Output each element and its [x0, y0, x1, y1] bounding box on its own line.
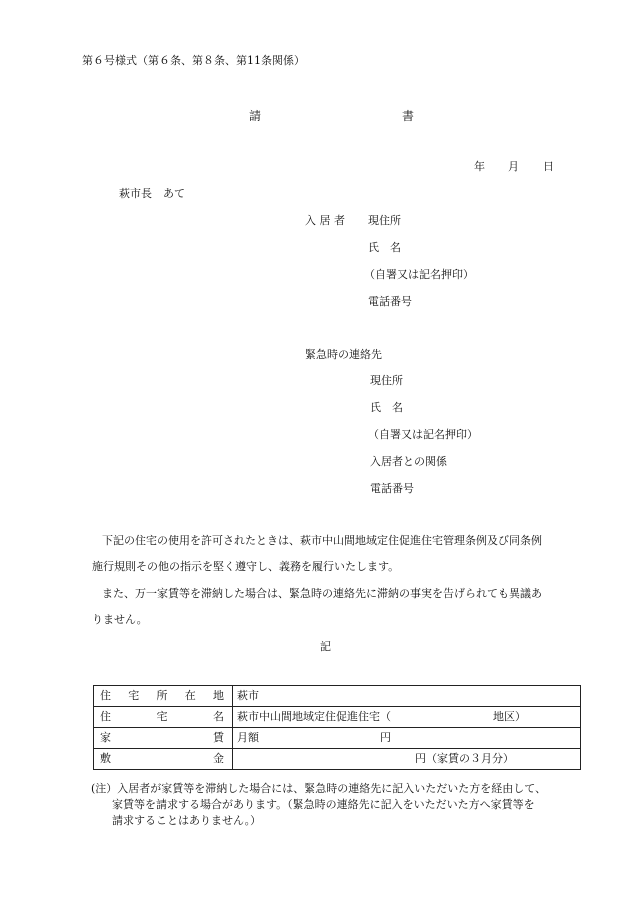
row-value-location [233, 686, 581, 707]
label-char: 住 [100, 689, 111, 702]
title-char-1: 請 [249, 109, 262, 123]
rent-monthly-label: 月額 [237, 731, 259, 744]
row-value-housing-name [233, 707, 581, 728]
form-number: 第６号様式（第６条、第８条、第11条関係） [82, 54, 305, 67]
emergency-signature-note: （自署又は記名押印） [368, 428, 478, 441]
label-char: 賃 [213, 731, 224, 744]
label-char: 在 [184, 689, 196, 702]
resident-name-label: 氏 名 [368, 241, 401, 254]
row-label-deposit [94, 749, 233, 770]
label-char: 敷 [100, 752, 111, 765]
resident-signature-note: （自署又は記名押印） [364, 268, 474, 281]
date-month: 月 [508, 160, 519, 173]
emergency-name-label: 氏 名 [370, 401, 403, 414]
label-char: 名 [213, 710, 224, 723]
row-label-location [94, 686, 233, 707]
housing-info-table [93, 685, 581, 770]
rent-yen-unit: 円 [380, 731, 391, 744]
row-value-rent [233, 728, 581, 749]
label-char: 金 [213, 752, 224, 765]
label-char: 家 [100, 731, 111, 744]
footnote-line-3: 請求することはありません。） [112, 814, 262, 827]
addressee: 萩市長 あて [119, 187, 185, 200]
row-value-deposit [233, 749, 581, 770]
label-char: 宅 [128, 689, 140, 702]
date-year: 年 [474, 160, 485, 173]
label-char: 住 [100, 710, 111, 723]
label-char: 地 [213, 689, 224, 702]
district-suffix: 地区） [493, 710, 526, 723]
resident-phone-label: 電話番号 [368, 295, 412, 308]
emergency-phone-label: 電話番号 [370, 482, 414, 495]
location-value: 萩市 [237, 689, 259, 702]
resident-address-label: 現住所 [368, 214, 401, 227]
table-row [94, 707, 581, 728]
body-line-1: 下記の住宅の使用を許可されたときは、萩市中山間地域定住促進住宅管理条例及び同条例 [102, 534, 542, 547]
deposit-yen-note: 円（家賃の３月分） [415, 752, 514, 765]
emergency-address-label: 現住所 [370, 374, 403, 387]
table-row [94, 686, 581, 707]
table-row [94, 749, 581, 770]
emergency-relation-label: 入居者との関係 [370, 455, 447, 468]
label-char: 宅 [156, 710, 168, 723]
row-label-rent [94, 728, 233, 749]
ki-heading: 記 [320, 640, 331, 653]
emergency-heading: 緊急時の連絡先 [305, 348, 382, 361]
body-line-2: 施行規則その他の指示を堅く遵守し、義務を履行いたします。 [92, 560, 400, 573]
table-row [94, 728, 581, 749]
body-line-3: また、万一家賃等を滞納した場合は、緊急時の連絡先に滞納の事実を告げられても異議あ [102, 587, 542, 600]
label-char: 所 [156, 689, 168, 702]
housing-name-value: 萩市中山間地域定住促進住宅（ [237, 710, 391, 723]
resident-heading: 入 居 者 [305, 214, 345, 227]
body-line-4: りません。 [92, 613, 148, 626]
title-char-2: 書 [402, 109, 415, 123]
footnote-line-2: 家賃等を請求する場合があります。（緊急時の連絡先に記入をいただいた方へ家賃等を [112, 798, 535, 811]
footnote-line-1: (注）入居者が家賃等を滞納した場合には、緊急時の連絡先に記入いただいた方を経由して、 [91, 782, 547, 795]
row-label-housing-name [94, 707, 233, 728]
date-day: 日 [543, 160, 554, 173]
